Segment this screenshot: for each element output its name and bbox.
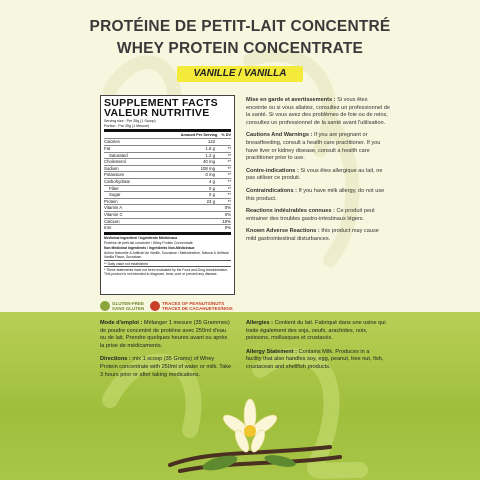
facts-row-dv: ** — [227, 185, 231, 191]
peanut-warning-icon — [150, 301, 160, 311]
facts-row-value: 108 mg — [200, 165, 215, 171]
facts-row — [104, 185, 231, 192]
facts-row-dv: ** — [227, 198, 231, 204]
warning-en: Cautions And Warnings : If you are pregnant or breastfeeding, consult a health care practitioner. If you have liver or kidney disease, consult a health care practitioner prior to use. — [246, 132, 381, 162]
facts-row-label: Potassium — [104, 172, 125, 178]
contra-fr: Contre-indications : Si vous êtes allergique au lait, ne pas utiliser ce produit. — [246, 167, 383, 182]
facts-row-label: Carbohydrate — [104, 178, 131, 184]
facts-row — [104, 204, 231, 211]
serving-size-fr: Portion : Par 35g (1 Mesure) — [104, 124, 150, 129]
allergies-fr: Allergies : Contient du lait. Fabriqué dans une usine qui traite également des soja, oeufs, arachides, noix, poissons, mollusques et crustacés. — [246, 320, 386, 342]
facts-row-label: Iron — [104, 225, 112, 231]
facts-row — [104, 178, 231, 185]
facts-row-value — [189, 212, 215, 218]
allergy-column — [246, 320, 386, 378]
contra-en: Contraindications : If you have milk allergy, do not use this product. — [246, 187, 385, 202]
facts-row-label: Sodium — [104, 165, 119, 171]
supplement-facts-panel — [100, 95, 235, 295]
facts-row — [104, 138, 231, 145]
warnings-column — [246, 97, 390, 249]
facts-row-dv: ** — [227, 192, 231, 198]
facts-row — [104, 158, 231, 165]
vanilla-flower-illustration — [150, 395, 350, 480]
facts-row-dv — [215, 139, 231, 145]
peanut-traces-badge — [150, 298, 242, 314]
warning-fr: Mise en garde et avertissements : Si vous êtes enceinte ou si vous allaitez, consultez un professionnel de la santé. Si vous avez des problèmes de foie ou de reins, consultez un professionnel de la santé avant l'utilisation. — [246, 97, 390, 126]
facts-row-label: Sugar — [109, 192, 121, 198]
flavor-badge: VANILLE / VANILLA — [177, 66, 303, 82]
nonmed-title: Non Medicinal Ingredients / Ingrédients Non-Médicinaux — [104, 245, 195, 250]
facts-row-label: Cholesterol — [104, 159, 126, 165]
fda-note: * These statements have not been evaluated by the Food and Drug Administration. This product is not intended to diagnose, treat, cure or prevent any disease. — [104, 267, 229, 276]
directions-column — [100, 320, 233, 385]
col-dv: % DV — [221, 133, 231, 138]
facts-row-value: 0 g — [209, 192, 215, 198]
facts-row-value: 0 g — [209, 185, 215, 191]
facts-row-dv: ** — [227, 165, 231, 171]
facts-row-dv: ** — [227, 146, 231, 151]
facts-row-dv: ** — [227, 159, 231, 165]
facts-row-value: 23 g — [206, 198, 215, 204]
title-english: WHEY PROTEIN CONCENTRATE — [116, 40, 364, 57]
nonmed-text: Arôme Naturelle & Artificiel de Vanille, Sucralose / Maltodextrine, Natural & Artificial Vanilla Flavor, Sucralose. — [104, 250, 229, 259]
gluten-free-badge — [100, 298, 146, 314]
allergies-en: Allergy Statement : Contains Milk. Produces in a facility that also handles soy, egg, peanut, tree nut, fish, crustacean and shellfish products. — [246, 348, 384, 370]
facts-row-value: 122 — [207, 139, 215, 145]
facts-row-label: Calcium — [104, 218, 120, 224]
facts-row-value: 1.2 g — [205, 152, 215, 158]
facts-row-dv: ** — [227, 172, 231, 178]
adverse-fr: Reactions indésirables connues : Ce produit peut entrainer des troubles gastro-intestinaux légers. — [246, 208, 375, 222]
serving-size-en: Serving size : Per 35g (1 Scoop) — [104, 119, 156, 123]
facts-row-dv: ** — [227, 178, 231, 184]
dv-note: ** Daily value not established — [104, 261, 148, 266]
facts-row-label: Fiber — [109, 185, 119, 191]
facts-row — [104, 198, 231, 205]
facts-row-value — [189, 225, 215, 231]
facts-row — [104, 218, 231, 225]
facts-title-fr: VALEUR NUTRITIVE — [104, 107, 210, 119]
mode-emploi: Mode d'emploi : Mélanger 1 mesure (35 Grammes) de poudre concentré de protéine avec 250ml d'eau ou de lait. Prendre quelques heures avant ou après la prise de médicaments. — [100, 320, 230, 349]
badges-row — [100, 298, 240, 314]
medicinal-text: Protéine de petit-lait concentré / Whey Protein Concentrate. — [104, 240, 194, 245]
directions: Directions : mix 1 scoop (35 Grams) of Whey Protein concentrate with 250ml of water or milk. Take 3 hours prior or after taking medications. — [100, 356, 232, 378]
col-amount: Amount Per Serving — [180, 133, 218, 138]
facts-row — [104, 224, 231, 231]
facts-row — [104, 152, 231, 159]
medicinal-title: Medicinal Ingredient / Ingrédients Médicinaux — [104, 235, 178, 240]
facts-row — [104, 171, 231, 178]
facts-row-label: Vitamin C — [104, 211, 123, 217]
facts-row-value: 4 g — [209, 178, 215, 184]
facts-row-value — [189, 205, 215, 211]
peanut-traces-text: TRACES OF PEANUTS/NUTS TRACES DE CACAHUETES/NOIX — [162, 301, 233, 311]
facts-row-label: Vitamin A — [104, 205, 123, 211]
facts-row-value: 0 mg — [205, 172, 215, 178]
adverse-en: Known Adverse Reactions : this product may cause mild gastrointestinal disturbances. — [246, 228, 379, 242]
facts-row-dv: 0% — [224, 211, 231, 217]
facts-row-dv: ** — [227, 152, 231, 158]
facts-title-en: SUPPLEMENT FACTS — [104, 97, 218, 109]
facts-row-dv: 0% — [224, 205, 231, 211]
facts-row-label: Fat — [104, 146, 111, 151]
gluten-free-text: GLUTEN-FREE SANS GLUTEN — [112, 301, 145, 311]
title-french: PROTÉINE DE PETIT-LAIT CONCENTRÉ — [89, 18, 391, 35]
facts-row-label: Saturated — [109, 152, 128, 158]
facts-row-value: 1.5 g — [205, 146, 215, 151]
facts-row — [104, 191, 231, 198]
facts-row-value — [189, 219, 215, 225]
facts-row-value: 40 mg — [203, 159, 215, 165]
facts-row-label: Calories — [104, 139, 120, 145]
facts-row — [104, 145, 231, 152]
facts-row-dv: 10% — [222, 218, 231, 224]
facts-row — [104, 211, 231, 218]
facts-row-label: Protein — [104, 198, 118, 204]
facts-row — [104, 165, 231, 172]
gluten-free-icon — [100, 301, 110, 311]
facts-rows — [104, 138, 231, 230]
facts-row-dv: 0% — [224, 225, 231, 231]
